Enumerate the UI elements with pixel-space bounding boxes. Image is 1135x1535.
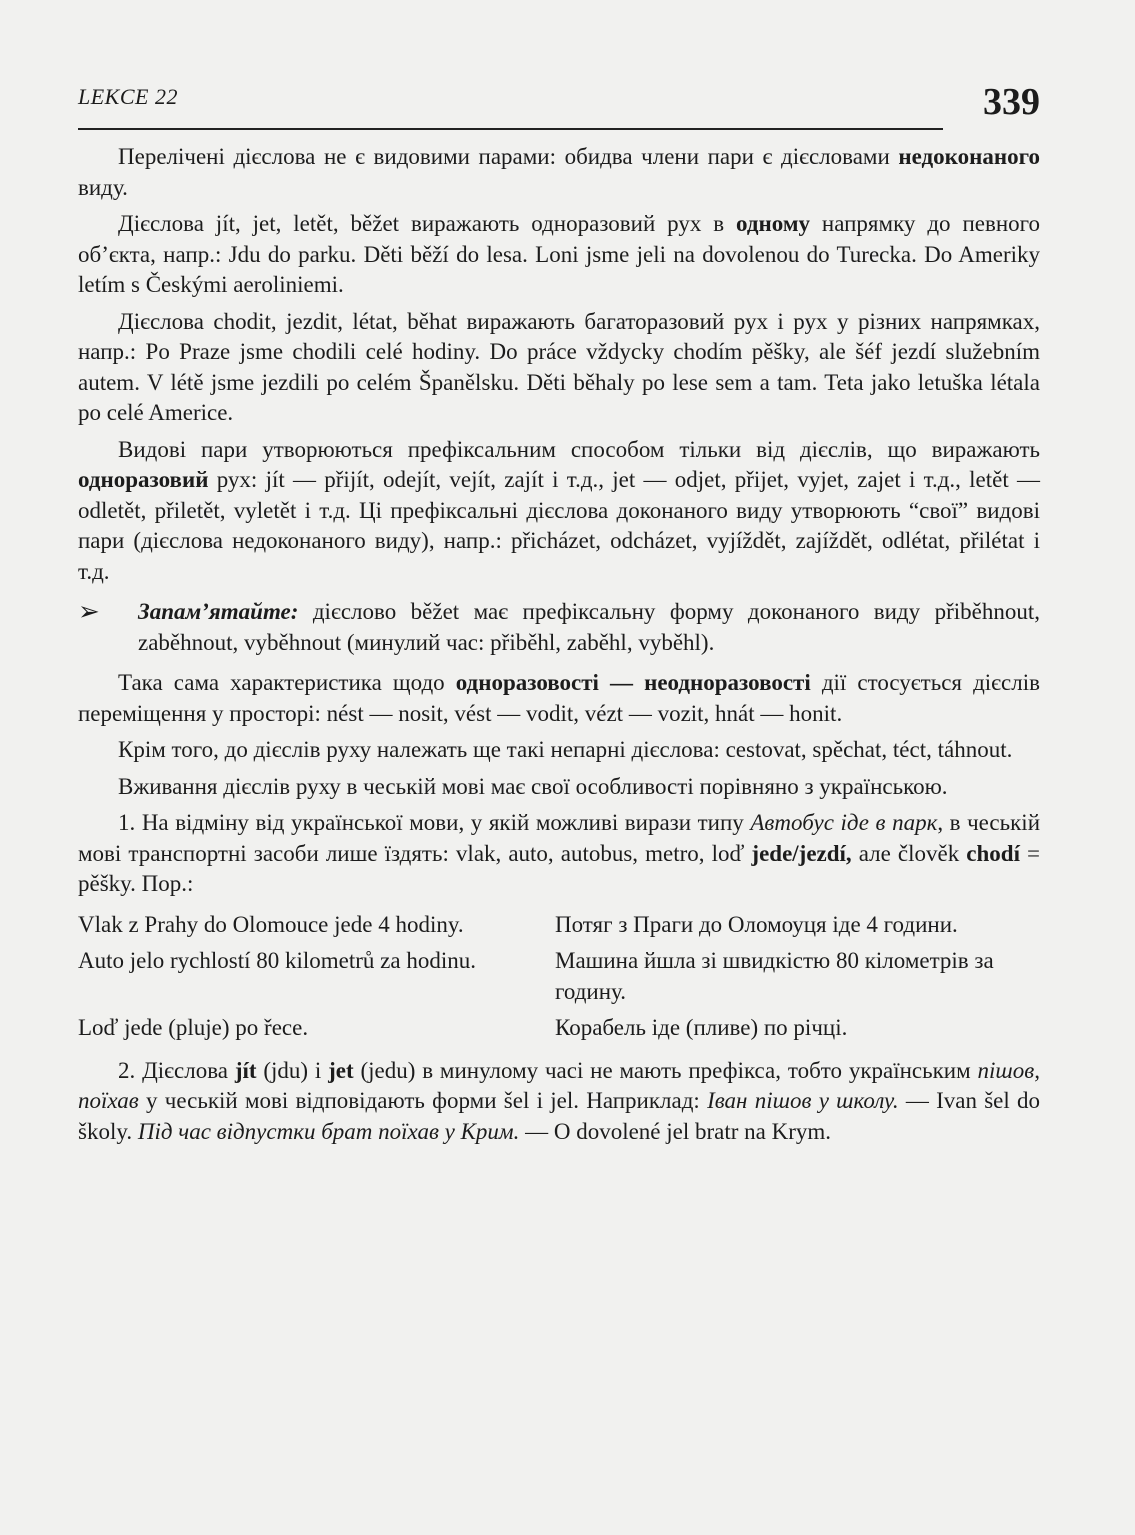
paragraph-3: Дієслова chodit, jezdit, létat, běhat виражають багаторазовий рух і рух у різних напрямках, напр.: Po Praze jsme chodili celé hodiny. Do práce vždycky chodím pěšky, ale šéf jezdí služebním autem. V létě jsme jezdili po celém Španělsku. Děti běhaly po lese sem a tam. Teta jako letuška létala po celé Americe. (78, 308, 1040, 425)
paragraph-4: Видові пари утворюються префіксальним способом тільки від дієслів, що виражають одноразовий рух: jít — přijít, odejít, vejít, zajít і т.д., jet — odjet, přijet, vyjet, zajet і т.д., letět — odletět, přiletět, vyletět і т.д. Ці префіксальні дієслова доконаного виду утворюють “свої” видові пари (дієслова недоконаного виду), напр.: přicházet, odcházet, vyjíždět, zajíždět, odlétat, přilétat і т.д. (78, 436, 1040, 584)
running-head: LEKCE 22 (78, 84, 178, 109)
czech-sentence: Auto jelo rychlostí 80 kilometrů za hodinu. (78, 948, 476, 973)
paragraph-1: Перелічені дієслова не є видовими парами: обидва члени пари є дієсловами недоконаного виду. (78, 144, 1040, 200)
remember-note (78, 597, 1040, 658)
translation-pairs (78, 910, 1040, 1044)
paragraph-8: 1. На відміну від української мови, у якій можливі вирази типу Автобус іде в парк, в чеській мові транспортні засоби лише їздять: vlak, auto, autobus, metro, loď jede/jezdí, але člověk chodí = pěšky. Пор.: (78, 810, 1041, 896)
paragraph-5: Така сама характеристика щодо одноразовості — неодноразовості дії стосується дієслів переміщення у просторі: nést — nosit, vést — vodit, vézt — vozit, hnát — honit. (78, 670, 1040, 726)
ukrainian-sentence: Корабель іде (пливе) по річці. (555, 1015, 848, 1040)
header-rule (78, 128, 943, 130)
note-heading: Запам’ятайте: (138, 599, 299, 624)
ukrainian-sentence: Машина йшла зі швидкістю 80 кілометрів за годину. (555, 948, 994, 1004)
arrow-icon: ➢ (78, 597, 100, 626)
czech-sentence: Vlak z Prahy do Olomouce jede 4 hodiny. (78, 911, 464, 937)
paragraph-2: Дієслова jít, jet, letět, běžet виражають одноразовий рух в одному напрямку до певного об’єкта, напр.: Jdu do parku. Děti běží do lesa. Loni jsme jeli na dovolenou do Turecka. Do Ameriky letím s Českými aeroliniemi. (78, 211, 1040, 297)
paragraph-6: Крім того, до дієслів руху належать ще такі непарні дієслова: cestovat, spěchat, téct, táhnout. (118, 737, 1013, 762)
paragraph-9: 2. Дієслова jít (jdu) і jet (jedu) в минулому часі не мають префікса, тобто українським пішов, поїхав у чеській мові відповідають форми šel і jel. Наприклад: Іван пішов у школу. — Ivan šel do školy. Під час відпустки брат поїхав у Крим. — O dovolené jel bratr na Krym. (78, 1057, 1041, 1144)
translation-pair (78, 910, 1040, 941)
note-text: дієслово běžet має префіксальну форму доконаного виду přiběhnout, zaběhnout, vyběhnout (минулий час: přiběhl, zaběhl, vyběhl). (138, 599, 1040, 655)
page-body (78, 142, 1040, 1153)
czech-sentence: Loď jede (pluje) po řece. (78, 1015, 309, 1040)
translation-pair (78, 946, 1040, 1007)
page-number: 339 (983, 81, 1040, 123)
paragraph-7: Вживання дієслів руху в чеській мові має свої особливості порівняно з українською. (118, 773, 948, 799)
page-header (78, 80, 1040, 132)
translation-pair (78, 1013, 1040, 1044)
ukrainian-sentence: Потяг з Праги до Оломоуця іде 4 години. (555, 911, 958, 937)
